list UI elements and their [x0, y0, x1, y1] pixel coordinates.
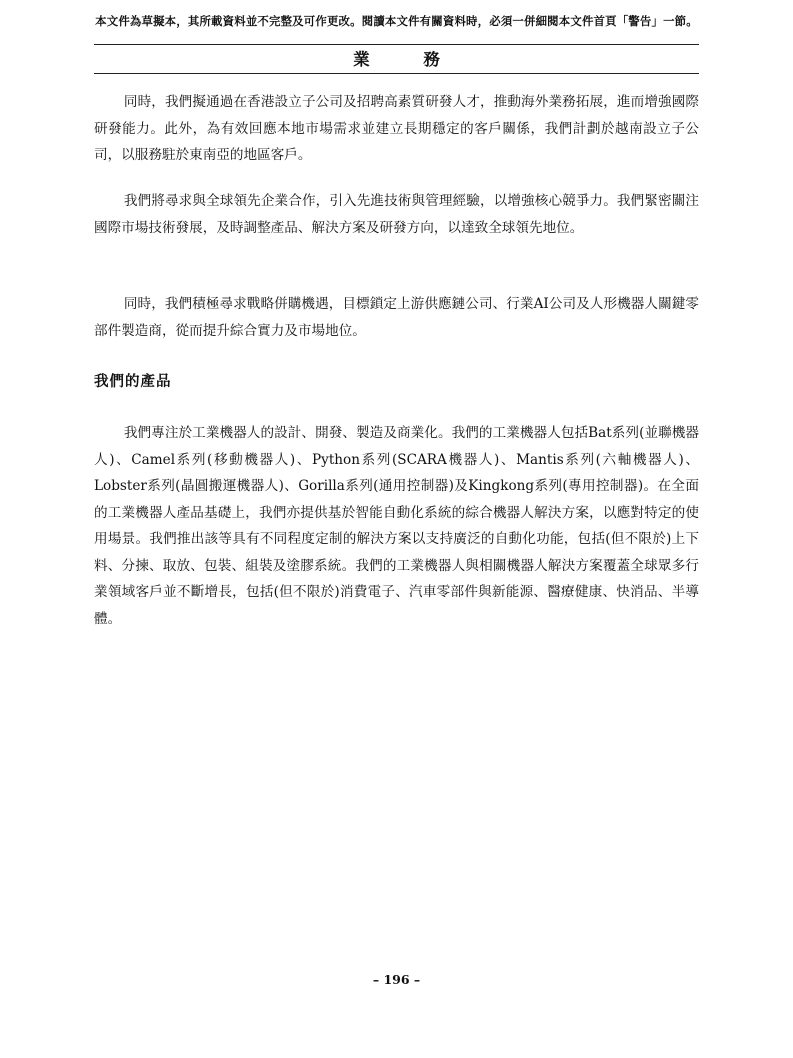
paragraph-global-cooperation: 我們將尋求與全球領先企業合作，引入先進技術與管理經驗，以增強核心競爭力。我們緊密關注國際市場技術發展，及時調整產品、解決方案及研發方向，以達致全球領先地位。: [94, 193, 699, 236]
products-heading: 我們的產品: [94, 373, 172, 390]
paragraph-products: 我們專注於工業機器人的設計、開發、製造及商業化。我們的工業機器人包括Bat系列(並聯機器人)、Camel系列(移動機器人)、Python系列(SCARA機器人)、Mantis系列(六軸機器人)、Lobster系列(晶圓搬運機器人)、Gorilla系列(通用控制器)及Kingkong系列(專用控制器)。在全面的工業機器人產品基礎上，我們亦提供基於智能自動化系統的綜合機器人解決方案，以應對特定的使用場景。我們推出該等具有不同程度定制的解決方案以支持廣泛的自動化功能，包括(但不限於)上下料、分揀、取放、包裝、組裝及塗膠系統。我們的工業機器人與相關機器人解決方案覆蓋全球眾多行業領域客戶並不斷增長，包括(但不限於)消費電子、汽車零部件與新能源、醫療健康、快消品、半導體。: [94, 425, 699, 627]
section-title-text: 業 務: [353, 50, 464, 69]
draft-warning: 本文件為草擬本，其所載資料並不完整及可作更改。閱讀本文件有關資料時，必須一併細閱本文件首頁「警告」一節。: [95, 14, 698, 28]
paragraph-overseas-expansion: 同時，我們擬通過在香港設立子公司及招聘高素質研發人才，推動海外業務拓展，進而增強國際研發能力。此外，為有效回應本地市場需求並建立長期穩定的客戶關係，我們計劃於越南設立子公司，以服務駐於東南亞的地區客戶。: [94, 94, 699, 163]
page-number: – 196 –: [372, 972, 421, 987]
header-rule-top: [94, 44, 699, 45]
section-title: [94, 49, 699, 71]
header-rule-bottom: [94, 73, 699, 74]
paragraph-strategic-acquisitions: 同時，我們積極尋求戰略併購機遇，目標鎖定上游供應鏈公司、行業AI公司及人形機器人關鍵零部件製造商，從而提升綜合實力及市場地位。: [94, 296, 699, 339]
